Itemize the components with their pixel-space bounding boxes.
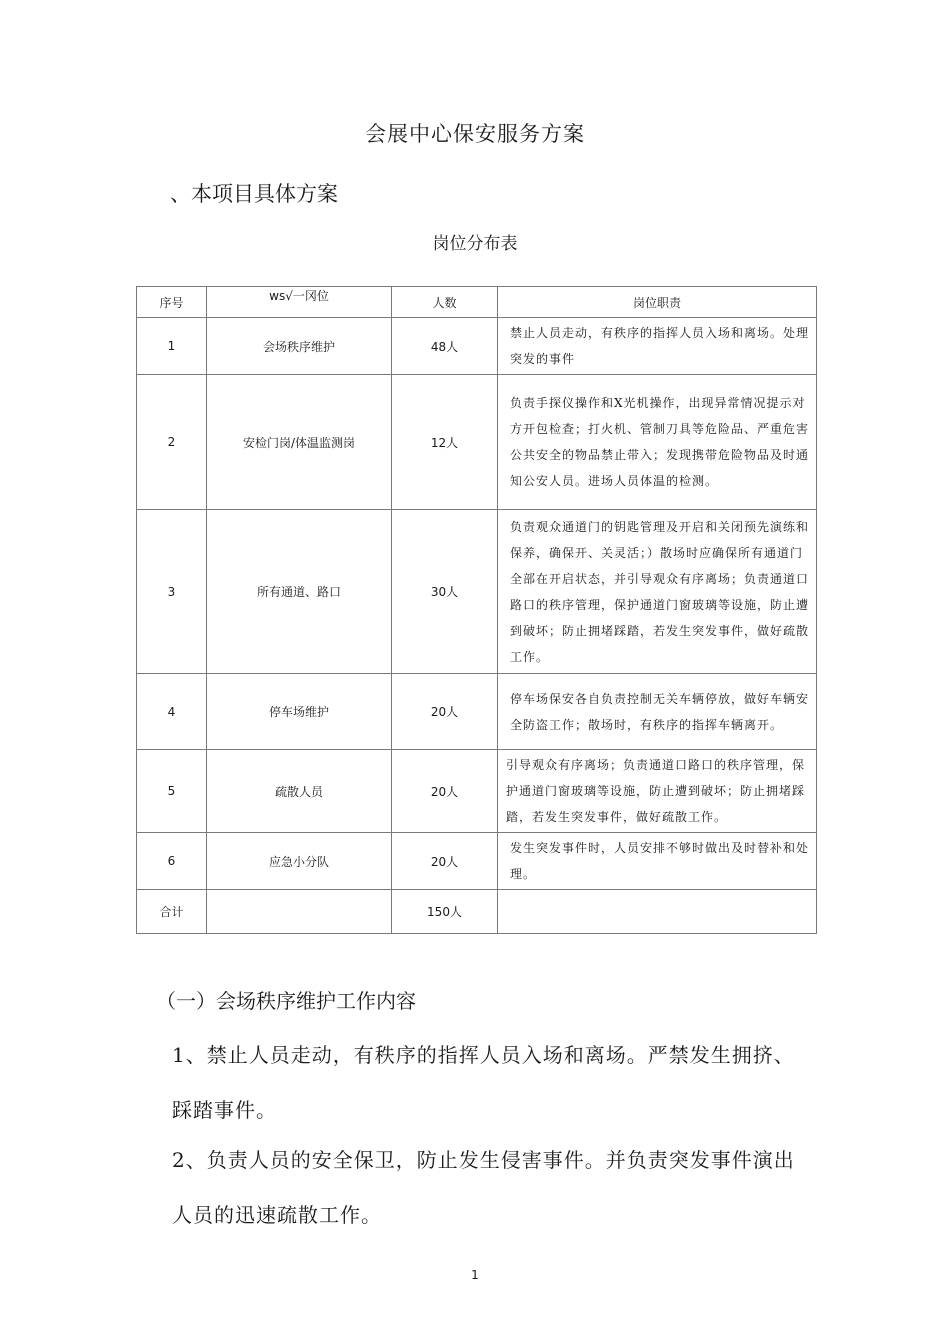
table-row [137,833,817,890]
row-post: 应急小分队 [207,833,392,890]
paragraph-2 [136,1133,796,1243]
section-heading: 、本项目具体方案 [170,182,338,206]
row-count: 20人 [392,674,498,750]
paragraph-1-text: 1、禁止人员走动，有秩序的指挥人员入场和离场。严禁发生拥挤、踩踏事件。 [172,1043,795,1122]
row-duty: 负责观众通道门的钥匙管理及开启和关闭预先演练和保养，确保开、关灵活；）散场时应确保所有通道门全部在开启状态，并引导观众有序离场；负责通道口路口的秩序管理，保护通道门窗玻璃等设施，防止遭到破坏；防止拥堵踩踏，若发生突发事件，做好疏散工作。 [498,510,817,674]
total-count: 150人 [392,890,498,934]
header-duty: 岗位职责 [498,287,817,318]
row-no: 5 [137,750,207,833]
row-count: 30人 [392,510,498,674]
row-post: 安检门岗/体温监测岗 [207,375,392,510]
table-caption: 岗位分布表 [432,234,518,254]
paragraph-1 [136,1028,796,1138]
post-distribution-table [136,286,817,934]
table-row [137,674,817,750]
paragraph-2-text: 2、负责人员的安全保卫，防止发生侵害事件。并负责突发事件演出人员的迅速疏散工作。 [172,1148,795,1227]
page-number: 1 [471,1268,479,1282]
row-post: 停车场维护 [207,674,392,750]
row-post: 疏散人员 [207,750,392,833]
row-count: 20人 [392,750,498,833]
total-label: 合计 [137,890,207,934]
row-no: 6 [137,833,207,890]
row-duty: 禁止人员走动，有秩序的指挥人员入场和离场。处理突发的事件 [498,318,817,375]
row-post: 会场秩序维护 [207,318,392,375]
row-count: 12人 [392,375,498,510]
row-count: 20人 [392,833,498,890]
row-no: 1 [137,318,207,375]
row-duty: 停车场保安各自负责控制无关车辆停放，做好车辆安全防盗工作；散场时，有秩序的指挥车辆离开。 [498,674,817,750]
table-row [137,375,817,510]
row-no: 2 [137,375,207,510]
table-total-row [137,890,817,934]
header-post: ws√一冈位 [207,287,392,318]
header-count: 人数 [392,287,498,318]
row-no: 3 [137,510,207,674]
row-count: 48人 [392,318,498,375]
table-row [137,510,817,674]
total-post [207,890,392,934]
document-title: 会展中心保安服务方案 [365,122,585,146]
table-header-row [137,287,817,318]
table-row [137,318,817,375]
row-duty: 负责手探仪操作和X光机操作，出现异常情况提示对方开包检查；打火机、管制刀具等危险品、严重危害公共安全的物品禁止带入；发现携带危险物品及时通知公安人员。进场人员体温的检测。 [498,375,817,510]
table-row [137,750,817,833]
row-duty: 引导观众有序离场；负责通道口路口的秩序管理，保护通道门窗玻璃等设施，防止遭到破坏；防止拥堵踩踏，若发生突发事件，做好疏散工作。 [498,750,817,833]
subsection-heading: （一）会场秩序维护工作内容 [156,989,416,1013]
row-no: 4 [137,674,207,750]
row-duty: 发生突发事件时，人员安排不够时做出及时替补和处理。 [498,833,817,890]
total-duty [498,890,817,934]
header-no: 序号 [137,287,207,318]
row-post: 所有通道、路口 [207,510,392,674]
